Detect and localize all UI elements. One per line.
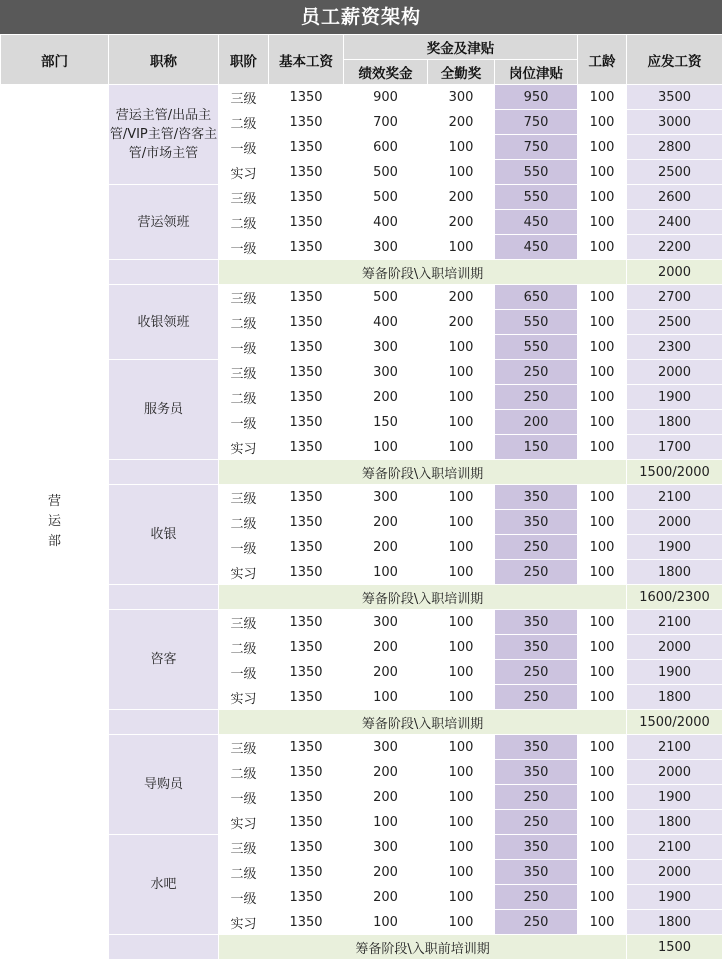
performance-cell: 100 [344, 560, 428, 585]
performance-cell: 300 [344, 485, 428, 510]
post-allowance-cell: 250 [495, 560, 578, 585]
job-title-cell-empty [109, 710, 219, 735]
job-title-cell-empty [109, 935, 219, 960]
total-cell: 3000 [627, 110, 722, 135]
performance-cell: 100 [344, 910, 428, 935]
performance-cell: 300 [344, 835, 428, 860]
header-seniority: 工龄 [578, 35, 627, 85]
total-cell: 2200 [627, 235, 722, 260]
level-cell: 二级 [219, 760, 269, 785]
performance-cell: 300 [344, 235, 428, 260]
table-row [1, 185, 722, 210]
level-cell: 三级 [219, 285, 269, 310]
job-title-cell: 咨客 [109, 610, 219, 710]
seniority-cell: 100 [578, 135, 627, 160]
attendance-cell: 200 [428, 185, 495, 210]
post-allowance-cell: 250 [495, 660, 578, 685]
performance-cell: 300 [344, 735, 428, 760]
total-cell: 2100 [627, 835, 722, 860]
total-cell: 2100 [627, 735, 722, 760]
seniority-cell: 100 [578, 185, 627, 210]
note-total-cell: 1500/2000 [627, 460, 722, 485]
total-cell: 1900 [627, 660, 722, 685]
total-cell: 2300 [627, 335, 722, 360]
seniority-cell: 100 [578, 660, 627, 685]
performance-cell: 500 [344, 285, 428, 310]
post-allowance-cell: 450 [495, 235, 578, 260]
note-cell: 筹备阶段\入职培训期 [219, 260, 627, 285]
seniority-cell: 100 [578, 685, 627, 710]
attendance-cell: 200 [428, 310, 495, 335]
base-salary-cell: 1350 [269, 485, 344, 510]
attendance-cell: 100 [428, 885, 495, 910]
base-salary-cell: 1350 [269, 310, 344, 335]
level-cell: 一级 [219, 135, 269, 160]
level-cell: 一级 [219, 335, 269, 360]
level-cell: 一级 [219, 235, 269, 260]
base-salary-cell: 1350 [269, 85, 344, 110]
job-title-cell-empty [109, 585, 219, 610]
base-salary-cell: 1350 [269, 885, 344, 910]
total-cell: 2000 [627, 860, 722, 885]
table-row [1, 85, 722, 110]
note-total-cell: 1500/2000 [627, 710, 722, 735]
base-salary-cell: 1350 [269, 385, 344, 410]
base-salary-cell: 1350 [269, 860, 344, 885]
total-cell: 2100 [627, 485, 722, 510]
base-salary-cell: 1350 [269, 760, 344, 785]
attendance-cell: 100 [428, 860, 495, 885]
job-title-cell: 收银领班 [109, 285, 219, 360]
attendance-cell: 200 [428, 210, 495, 235]
seniority-cell: 100 [578, 410, 627, 435]
salary-table [0, 34, 722, 960]
total-cell: 1700 [627, 435, 722, 460]
seniority-cell: 100 [578, 535, 627, 560]
note-total-cell: 1500 [627, 935, 722, 960]
level-cell: 一级 [219, 660, 269, 685]
seniority-cell: 100 [578, 510, 627, 535]
total-cell: 3500 [627, 85, 722, 110]
level-cell: 二级 [219, 510, 269, 535]
performance-cell: 300 [344, 335, 428, 360]
job-title-cell: 水吧 [109, 835, 219, 935]
post-allowance-cell: 450 [495, 210, 578, 235]
post-allowance-cell: 250 [495, 685, 578, 710]
performance-cell: 200 [344, 785, 428, 810]
job-title-cell: 营运领班 [109, 185, 219, 260]
post-allowance-cell: 250 [495, 385, 578, 410]
note-total-cell: 2000 [627, 260, 722, 285]
performance-cell: 150 [344, 410, 428, 435]
note-cell: 筹备阶段\入职培训期 [219, 710, 627, 735]
attendance-cell: 100 [428, 335, 495, 360]
level-cell: 二级 [219, 635, 269, 660]
base-salary-cell: 1350 [269, 510, 344, 535]
performance-cell: 600 [344, 135, 428, 160]
level-cell: 二级 [219, 310, 269, 335]
seniority-cell: 100 [578, 785, 627, 810]
post-allowance-cell: 350 [495, 510, 578, 535]
performance-cell: 200 [344, 510, 428, 535]
base-salary-cell: 1350 [269, 360, 344, 385]
note-total-cell: 1600/2300 [627, 585, 722, 610]
dept-label: 营运部 [47, 494, 61, 549]
base-salary-cell: 1350 [269, 535, 344, 560]
base-salary-cell: 1350 [269, 160, 344, 185]
attendance-cell: 100 [428, 360, 495, 385]
attendance-cell: 100 [428, 685, 495, 710]
header-bonus-group: 奖金及津贴 [344, 35, 578, 60]
performance-cell: 200 [344, 760, 428, 785]
post-allowance-cell: 750 [495, 135, 578, 160]
level-cell: 三级 [219, 85, 269, 110]
header-post-allowance: 岗位津贴 [495, 60, 578, 85]
table-row [1, 835, 722, 860]
total-cell: 2000 [627, 360, 722, 385]
level-cell: 实习 [219, 160, 269, 185]
attendance-cell: 100 [428, 535, 495, 560]
attendance-cell: 100 [428, 635, 495, 660]
performance-cell: 400 [344, 210, 428, 235]
note-row [1, 935, 722, 960]
post-allowance-cell: 350 [495, 735, 578, 760]
post-allowance-cell: 250 [495, 785, 578, 810]
level-cell: 二级 [219, 860, 269, 885]
level-cell: 二级 [219, 210, 269, 235]
seniority-cell: 100 [578, 385, 627, 410]
attendance-cell: 100 [428, 610, 495, 635]
seniority-cell: 100 [578, 235, 627, 260]
level-cell: 三级 [219, 610, 269, 635]
table-row [1, 360, 722, 385]
level-cell: 一级 [219, 885, 269, 910]
attendance-cell: 100 [428, 385, 495, 410]
header-level: 职阶 [219, 35, 269, 85]
seniority-cell: 100 [578, 635, 627, 660]
total-cell: 1800 [627, 560, 722, 585]
base-salary-cell: 1350 [269, 135, 344, 160]
performance-cell: 300 [344, 360, 428, 385]
post-allowance-cell: 750 [495, 110, 578, 135]
base-salary-cell: 1350 [269, 560, 344, 585]
base-salary-cell: 1350 [269, 110, 344, 135]
total-cell: 2600 [627, 185, 722, 210]
seniority-cell: 100 [578, 210, 627, 235]
level-cell: 三级 [219, 835, 269, 860]
job-title-cell: 服务员 [109, 360, 219, 460]
performance-cell: 200 [344, 660, 428, 685]
note-row [1, 585, 722, 610]
base-salary-cell: 1350 [269, 435, 344, 460]
level-cell: 一级 [219, 535, 269, 560]
seniority-cell: 100 [578, 160, 627, 185]
post-allowance-cell: 250 [495, 360, 578, 385]
header-dept: 部门 [1, 35, 109, 85]
total-cell: 1800 [627, 810, 722, 835]
base-salary-cell: 1350 [269, 735, 344, 760]
level-cell: 三级 [219, 185, 269, 210]
performance-cell: 100 [344, 685, 428, 710]
dept-cell [1, 85, 109, 960]
level-cell: 实习 [219, 685, 269, 710]
job-title-cell: 导购员 [109, 735, 219, 835]
level-cell: 实习 [219, 560, 269, 585]
total-cell: 2700 [627, 285, 722, 310]
performance-cell: 400 [344, 310, 428, 335]
job-title-cell: 营运主管/出品主管/VIP主管/咨客主管/市场主管 [109, 85, 219, 185]
attendance-cell: 100 [428, 910, 495, 935]
base-salary-cell: 1350 [269, 810, 344, 835]
attendance-cell: 100 [428, 735, 495, 760]
note-cell: 筹备阶段\入职前培训期 [219, 935, 627, 960]
attendance-cell: 100 [428, 235, 495, 260]
performance-cell: 500 [344, 185, 428, 210]
base-salary-cell: 1350 [269, 210, 344, 235]
header-attendance: 全勤奖 [428, 60, 495, 85]
post-allowance-cell: 250 [495, 810, 578, 835]
post-allowance-cell: 350 [495, 760, 578, 785]
level-cell: 三级 [219, 735, 269, 760]
base-salary-cell: 1350 [269, 785, 344, 810]
performance-cell: 200 [344, 385, 428, 410]
total-cell: 2400 [627, 210, 722, 235]
level-cell: 三级 [219, 485, 269, 510]
seniority-cell: 100 [578, 485, 627, 510]
table-body [1, 85, 722, 960]
level-cell: 实习 [219, 810, 269, 835]
note-row [1, 710, 722, 735]
seniority-cell: 100 [578, 360, 627, 385]
base-salary-cell: 1350 [269, 185, 344, 210]
total-cell: 2000 [627, 510, 722, 535]
base-salary-cell: 1350 [269, 235, 344, 260]
base-salary-cell: 1350 [269, 635, 344, 660]
base-salary-cell: 1350 [269, 910, 344, 935]
total-cell: 1900 [627, 785, 722, 810]
total-cell: 2000 [627, 635, 722, 660]
seniority-cell: 100 [578, 835, 627, 860]
total-cell: 2500 [627, 310, 722, 335]
attendance-cell: 200 [428, 110, 495, 135]
note-row [1, 460, 722, 485]
job-title-cell: 收银 [109, 485, 219, 585]
table-row [1, 485, 722, 510]
seniority-cell: 100 [578, 335, 627, 360]
performance-cell: 100 [344, 810, 428, 835]
attendance-cell: 100 [428, 785, 495, 810]
job-title-cell-empty [109, 260, 219, 285]
header-performance: 绩效奖金 [344, 60, 428, 85]
base-salary-cell: 1350 [269, 835, 344, 860]
performance-cell: 200 [344, 860, 428, 885]
attendance-cell: 100 [428, 560, 495, 585]
seniority-cell: 100 [578, 85, 627, 110]
attendance-cell: 200 [428, 285, 495, 310]
header-total: 应发工资 [627, 35, 722, 85]
attendance-cell: 100 [428, 660, 495, 685]
post-allowance-cell: 200 [495, 410, 578, 435]
attendance-cell: 100 [428, 435, 495, 460]
post-allowance-cell: 550 [495, 310, 578, 335]
post-allowance-cell: 650 [495, 285, 578, 310]
post-allowance-cell: 350 [495, 610, 578, 635]
level-cell: 二级 [219, 110, 269, 135]
post-allowance-cell: 550 [495, 335, 578, 360]
total-cell: 2100 [627, 610, 722, 635]
base-salary-cell: 1350 [269, 335, 344, 360]
attendance-cell: 100 [428, 835, 495, 860]
seniority-cell: 100 [578, 910, 627, 935]
level-cell: 实习 [219, 435, 269, 460]
seniority-cell: 100 [578, 110, 627, 135]
post-allowance-cell: 350 [495, 835, 578, 860]
level-cell: 一级 [219, 785, 269, 810]
post-allowance-cell: 250 [495, 910, 578, 935]
total-cell: 1900 [627, 885, 722, 910]
post-allowance-cell: 250 [495, 885, 578, 910]
total-cell: 1800 [627, 910, 722, 935]
seniority-cell: 100 [578, 810, 627, 835]
seniority-cell: 100 [578, 310, 627, 335]
attendance-cell: 100 [428, 485, 495, 510]
base-salary-cell: 1350 [269, 410, 344, 435]
performance-cell: 200 [344, 535, 428, 560]
seniority-cell: 100 [578, 885, 627, 910]
seniority-cell: 100 [578, 735, 627, 760]
seniority-cell: 100 [578, 760, 627, 785]
post-allowance-cell: 950 [495, 85, 578, 110]
seniority-cell: 100 [578, 860, 627, 885]
attendance-cell: 100 [428, 160, 495, 185]
sheet-title: 员工薪资架构 [0, 0, 722, 34]
performance-cell: 500 [344, 160, 428, 185]
total-cell: 2800 [627, 135, 722, 160]
level-cell: 三级 [219, 360, 269, 385]
base-salary-cell: 1350 [269, 285, 344, 310]
note-cell: 筹备阶段\入职培训期 [219, 460, 627, 485]
post-allowance-cell: 250 [495, 535, 578, 560]
seniority-cell: 100 [578, 560, 627, 585]
performance-cell: 300 [344, 610, 428, 635]
job-title-cell-empty [109, 460, 219, 485]
post-allowance-cell: 350 [495, 860, 578, 885]
note-cell: 筹备阶段\入职培训期 [219, 585, 627, 610]
total-cell: 1900 [627, 535, 722, 560]
performance-cell: 100 [344, 435, 428, 460]
post-allowance-cell: 350 [495, 635, 578, 660]
performance-cell: 200 [344, 885, 428, 910]
seniority-cell: 100 [578, 610, 627, 635]
table-row [1, 735, 722, 760]
level-cell: 一级 [219, 410, 269, 435]
attendance-cell: 100 [428, 135, 495, 160]
level-cell: 二级 [219, 385, 269, 410]
performance-cell: 900 [344, 85, 428, 110]
header-base-salary: 基本工资 [269, 35, 344, 85]
total-cell: 2500 [627, 160, 722, 185]
total-cell: 1800 [627, 685, 722, 710]
performance-cell: 200 [344, 635, 428, 660]
attendance-cell: 100 [428, 760, 495, 785]
post-allowance-cell: 550 [495, 185, 578, 210]
post-allowance-cell: 150 [495, 435, 578, 460]
total-cell: 1800 [627, 410, 722, 435]
post-allowance-cell: 350 [495, 485, 578, 510]
seniority-cell: 100 [578, 435, 627, 460]
seniority-cell: 100 [578, 285, 627, 310]
performance-cell: 700 [344, 110, 428, 135]
level-cell: 实习 [219, 910, 269, 935]
attendance-cell: 100 [428, 810, 495, 835]
table-row [1, 285, 722, 310]
attendance-cell: 100 [428, 410, 495, 435]
post-allowance-cell: 550 [495, 160, 578, 185]
base-salary-cell: 1350 [269, 610, 344, 635]
total-cell: 2000 [627, 760, 722, 785]
table-row [1, 610, 722, 635]
base-salary-cell: 1350 [269, 685, 344, 710]
base-salary-cell: 1350 [269, 660, 344, 685]
total-cell: 1900 [627, 385, 722, 410]
attendance-cell: 100 [428, 510, 495, 535]
note-row [1, 260, 722, 285]
header-job-title: 职称 [109, 35, 219, 85]
attendance-cell: 300 [428, 85, 495, 110]
